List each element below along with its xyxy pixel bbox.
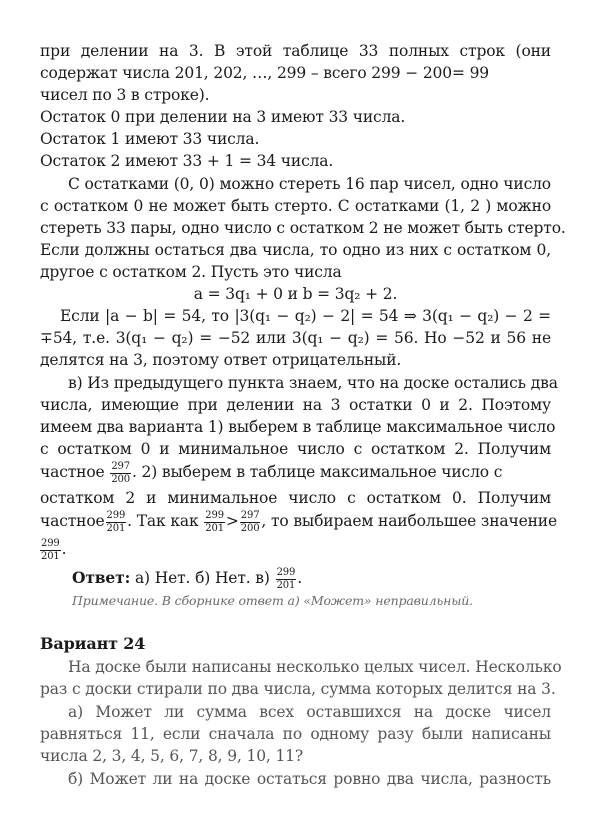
fraction-numerator: 299 — [41, 537, 60, 549]
text-line: стереть 33 пары, одно число с остатком 2 не может быть стерто. — [40, 219, 566, 237]
fraction-denominator: 201 — [106, 522, 126, 534]
text-fragment: . 2) выберем в таблице максимальное число с — [131, 463, 503, 481]
fraction-numerator: 299 — [205, 509, 224, 521]
answer-end: . — [297, 569, 302, 587]
text-fragment: . — [61, 540, 67, 558]
text-fragment: . Так как — [127, 512, 199, 530]
text-line: при делении на 3. В этой таблице 33 полных строк (они — [40, 42, 551, 60]
text-line: числа, имеющие при делении на 3 остатки 0 и 2. Поэтому — [40, 396, 551, 414]
problem-line: а) Может ли сумма всех оставшихся на доске чисел — [68, 703, 551, 721]
text-line: Остаток 2 имеют 33 + 1 = 34 числа. — [40, 152, 334, 170]
text-line: содержат числа 201, 202, …, 299 – всего 299 − 200= 99 — [40, 64, 490, 82]
text-line-fraction — [40, 459, 551, 486]
answer-label: Ответ: — [72, 568, 131, 587]
problem-line: б) Может ли на доске остаться ровно два числа, разность — [68, 770, 551, 788]
fraction-denominator: 201 — [41, 550, 60, 562]
fraction-denominator: 200 — [111, 473, 130, 485]
text-line: делятся на 3, поэтому ответ отрицательный. — [40, 351, 402, 369]
formula-line: a = 3q₁ + 0 и b = 3q₂ + 2. — [193, 285, 398, 303]
problem-line: числа 2, 3, 4, 5, 6, 7, 8, 9, 10, 11? — [40, 747, 304, 765]
text-line: Если должны остаться два числа, то одно из них с остатком 0, — [40, 241, 551, 259]
fraction-numerator: 297 — [240, 509, 260, 521]
text-line: имеем два варианта 1) выберем в таблице максимальное число — [40, 418, 556, 436]
text-line: Если |a − b| = 54, то |3(q₁ − q₂) − 2| = 54 ⇒ 3(q₁ − q₂) − 2 = — [60, 307, 551, 325]
fraction — [204, 510, 225, 535]
text-fragment: частное — [40, 463, 105, 481]
text-line: с остатком 0 и минимальное число с остатком 2. Получим — [40, 440, 551, 458]
fraction — [110, 461, 131, 486]
variant-title: Вариант 24 — [40, 634, 146, 653]
note-line — [72, 592, 551, 610]
fraction-numerator: 299 — [276, 566, 296, 578]
fraction-numerator: 297 — [111, 460, 130, 472]
note-text: . В сборнике ответ а) «Может» неправильный. — [154, 593, 473, 608]
fraction-denominator: 201 — [276, 579, 296, 591]
answer-line — [72, 565, 551, 592]
text-line: остатком 2 и минимальное число с остатком 0. Получим — [40, 489, 551, 507]
fraction — [240, 510, 261, 535]
fraction — [40, 538, 61, 563]
text-line-fraction — [40, 536, 551, 563]
problem-line: равняться 11, если сначала по одному разу были написаны — [40, 725, 551, 743]
text-line: в) Из предыдущего пункта знаем, что на доске остались два — [68, 374, 558, 392]
text-line: Остаток 0 при делении на 3 имеют 33 числа. — [40, 108, 406, 126]
text-line-fraction — [40, 508, 558, 535]
answer-text: а) Нет. б) Нет. в) — [134, 569, 270, 587]
fraction — [276, 567, 297, 592]
problem-line: На доске были написаны несколько целых чисел. Несколько — [68, 658, 562, 676]
fraction-numerator: 299 — [106, 509, 126, 521]
text-line: ∓54, т.е. 3(q₁ − q₂) = −52 или 3(q₁ − q₂) = 56. Но −52 и 56 не — [40, 329, 551, 347]
fraction-denominator: 201 — [205, 522, 224, 534]
text-line: чисел по 3 в строке). — [40, 86, 210, 104]
problem-line: раз с доски стирали по два числа, сумма которых делится на 3. — [40, 680, 556, 698]
text-line: другое с остатком 2. Пусть это числа — [40, 263, 342, 281]
comparison-sign: > — [225, 512, 239, 530]
fraction-denominator: 200 — [240, 522, 260, 534]
note-label: Примечание — [72, 593, 155, 608]
text-fragment: , то выбираем наибольшее значение — [261, 512, 558, 530]
fraction — [106, 510, 127, 535]
text-fragment: частное — [40, 512, 105, 530]
text-line: с остатком 0 не может быть стерто. С остатками (1, 2 ) можно — [40, 197, 551, 215]
text-line: С остатками (0, 0) можно стереть 16 пар чисел, одно число — [68, 175, 551, 193]
text-line: Остаток 1 имеют 33 числа. — [40, 130, 260, 148]
